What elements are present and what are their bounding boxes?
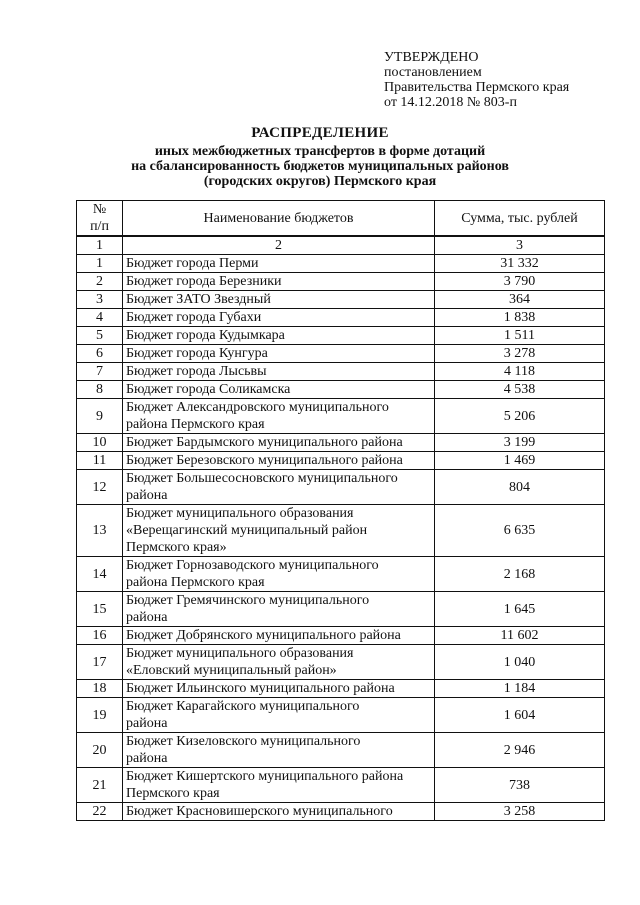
budget-name [123, 627, 435, 645]
budget-name [123, 557, 435, 592]
budget-name-line: Бюджет Александровского муниципального [126, 400, 389, 415]
budget-name-line: Бюджет Ильинского муниципального района [126, 681, 395, 696]
budget-name-line: района [126, 751, 168, 766]
budget-name-line: Бюджет Большесосновского муниципального [126, 471, 398, 486]
table-row [77, 363, 605, 381]
row-number: 13 [77, 505, 123, 557]
budget-name-line: Бюджет Березовского муниципального района [126, 453, 403, 468]
subtitle-line: на сбалансированность бюджетов муниципальных районов [131, 159, 509, 174]
document-title: РАСПРЕДЕЛЕНИЕ [251, 125, 389, 141]
budget-name [123, 327, 435, 345]
budget-name [123, 363, 435, 381]
table-row [77, 592, 605, 627]
row-number: 21 [77, 768, 123, 803]
table-index-row [77, 236, 605, 255]
budget-sum: 804 [435, 470, 605, 505]
budget-name-line: Бюджет города Губахи [126, 310, 262, 325]
row-number: 9 [77, 399, 123, 434]
budget-sum: 3 199 [435, 434, 605, 452]
table-row [77, 505, 605, 557]
budget-name-line: Бюджет Кизеловского муниципального [126, 734, 361, 749]
budget-name [123, 698, 435, 733]
budget-sum: 738 [435, 768, 605, 803]
budget-name [123, 273, 435, 291]
budget-name [123, 255, 435, 273]
table-row [77, 434, 605, 452]
budget-name-line: Бюджет ЗАТО Звездный [126, 292, 271, 307]
row-number: 8 [77, 381, 123, 399]
budget-name-line: района Пермского края [126, 417, 265, 432]
budget-name [123, 803, 435, 821]
table-row [77, 309, 605, 327]
row-number: 6 [77, 345, 123, 363]
row-number: 7 [77, 363, 123, 381]
budget-name [123, 768, 435, 803]
budget-name-line: «Верещагинский муниципальный район [126, 523, 368, 538]
row-number: 3 [77, 291, 123, 309]
table-row [77, 381, 605, 399]
budget-name [123, 680, 435, 698]
row-number: 14 [77, 557, 123, 592]
distribution-table [76, 200, 605, 821]
table-row [77, 645, 605, 680]
row-number: 11 [77, 452, 123, 470]
budget-name-line: Бюджет муниципального образования [126, 646, 354, 661]
index-cell: 2 [123, 236, 435, 255]
row-number: 19 [77, 698, 123, 733]
table-row [77, 768, 605, 803]
budget-name [123, 345, 435, 363]
budget-sum: 5 206 [435, 399, 605, 434]
row-number: 10 [77, 434, 123, 452]
row-number: 2 [77, 273, 123, 291]
table-row [77, 255, 605, 273]
budget-name-line: Бюджет города Березники [126, 274, 282, 289]
budget-sum: 3 790 [435, 273, 605, 291]
budget-name [123, 452, 435, 470]
budget-sum: 2 168 [435, 557, 605, 592]
budget-name [123, 291, 435, 309]
budget-name-line: Бюджет Гремячинского муниципального [126, 593, 370, 608]
budget-name [123, 470, 435, 505]
budget-name-line: района [126, 610, 168, 625]
row-number: 12 [77, 470, 123, 505]
budget-name-line: Бюджет города Лысьвы [126, 364, 267, 379]
budget-sum: 4 538 [435, 381, 605, 399]
budget-name [123, 381, 435, 399]
row-number: 1 [77, 255, 123, 273]
budget-name [123, 434, 435, 452]
approval-stamp [384, 50, 569, 110]
budget-name-line: района [126, 488, 168, 503]
budget-sum: 1 838 [435, 309, 605, 327]
approval-line: постановлением [384, 65, 482, 80]
table-row [77, 557, 605, 592]
budget-name-line: района Пермского края [126, 575, 265, 590]
document-subtitle [100, 144, 540, 189]
index-cell: 3 [435, 236, 605, 255]
budget-sum: 1 184 [435, 680, 605, 698]
budget-name-line: Бюджет города Перми [126, 256, 259, 271]
budget-name [123, 399, 435, 434]
budget-name-line: Пермского края» [126, 540, 227, 555]
budget-name-line: Бюджет города Соликамска [126, 382, 291, 397]
table-row [77, 627, 605, 645]
budget-name-line: Бюджет Горнозаводского муниципального [126, 558, 379, 573]
subtitle-line: иных межбюджетных трансфертов в форме дотаций [154, 144, 486, 159]
budget-sum: 4 118 [435, 363, 605, 381]
table-row [77, 733, 605, 768]
budget-sum: 2 946 [435, 733, 605, 768]
table-row [77, 273, 605, 291]
table-row [77, 698, 605, 733]
budget-sum: 364 [435, 291, 605, 309]
table-row [77, 470, 605, 505]
budget-sum: 3 258 [435, 803, 605, 821]
approval-line: от 14.12.2018 № 803-п [384, 95, 517, 110]
header-number [77, 201, 123, 237]
header-sum: Сумма, тыс. рублей [435, 201, 605, 237]
budget-name-line: Бюджет Кишертского муниципального района [126, 769, 404, 784]
row-number: 18 [77, 680, 123, 698]
budget-sum: 1 511 [435, 327, 605, 345]
table-row [77, 399, 605, 434]
table-row [77, 345, 605, 363]
row-number: 17 [77, 645, 123, 680]
budget-name [123, 592, 435, 627]
subtitle-line: (городских округов) Пермского края [203, 174, 437, 189]
budget-name-line: Пермского края [126, 786, 220, 801]
budget-sum: 1 040 [435, 645, 605, 680]
budget-name-line: Бюджет Бардымского муниципального района [126, 435, 403, 450]
header-name: Наименование бюджетов [123, 201, 435, 237]
row-number: 15 [77, 592, 123, 627]
budget-name [123, 645, 435, 680]
table-row [77, 291, 605, 309]
budget-sum: 3 278 [435, 345, 605, 363]
budget-name-line: Бюджет Красновишерского муниципального [126, 804, 393, 819]
budget-sum: 1 604 [435, 698, 605, 733]
header-number-label: п/п [90, 219, 109, 234]
approval-line: УТВЕРЖДЕНО [384, 50, 479, 65]
row-number: 22 [77, 803, 123, 821]
table-row [77, 803, 605, 821]
budget-name-line: Бюджет города Кудымкара [126, 328, 285, 343]
index-cell: 1 [77, 236, 123, 255]
budget-sum: 1 469 [435, 452, 605, 470]
budget-name [123, 505, 435, 557]
budget-name-line: «Еловский муниципальный район» [126, 663, 337, 678]
table-body [77, 255, 605, 821]
budget-sum: 1 645 [435, 592, 605, 627]
header-number-symbol: № [92, 202, 107, 217]
budget-name-line: района [126, 716, 168, 731]
table-row [77, 680, 605, 698]
table-row [77, 452, 605, 470]
budget-sum: 11 602 [435, 627, 605, 645]
table-row [77, 327, 605, 345]
row-number: 5 [77, 327, 123, 345]
budget-name-line: Бюджет муниципального образования [126, 506, 354, 521]
row-number: 16 [77, 627, 123, 645]
budget-sum: 31 332 [435, 255, 605, 273]
approval-line: Правительства Пермского края [384, 80, 570, 95]
row-number: 20 [77, 733, 123, 768]
budget-name-line: Бюджет города Кунгура [126, 346, 268, 361]
budget-name-line: Бюджет Добрянского муниципального района [126, 628, 401, 643]
row-number: 4 [77, 309, 123, 327]
budget-sum: 6 635 [435, 505, 605, 557]
table-header-row [77, 201, 605, 237]
budget-name [123, 309, 435, 327]
budget-name [123, 733, 435, 768]
budget-name-line: Бюджет Карагайского муниципального [126, 699, 360, 714]
